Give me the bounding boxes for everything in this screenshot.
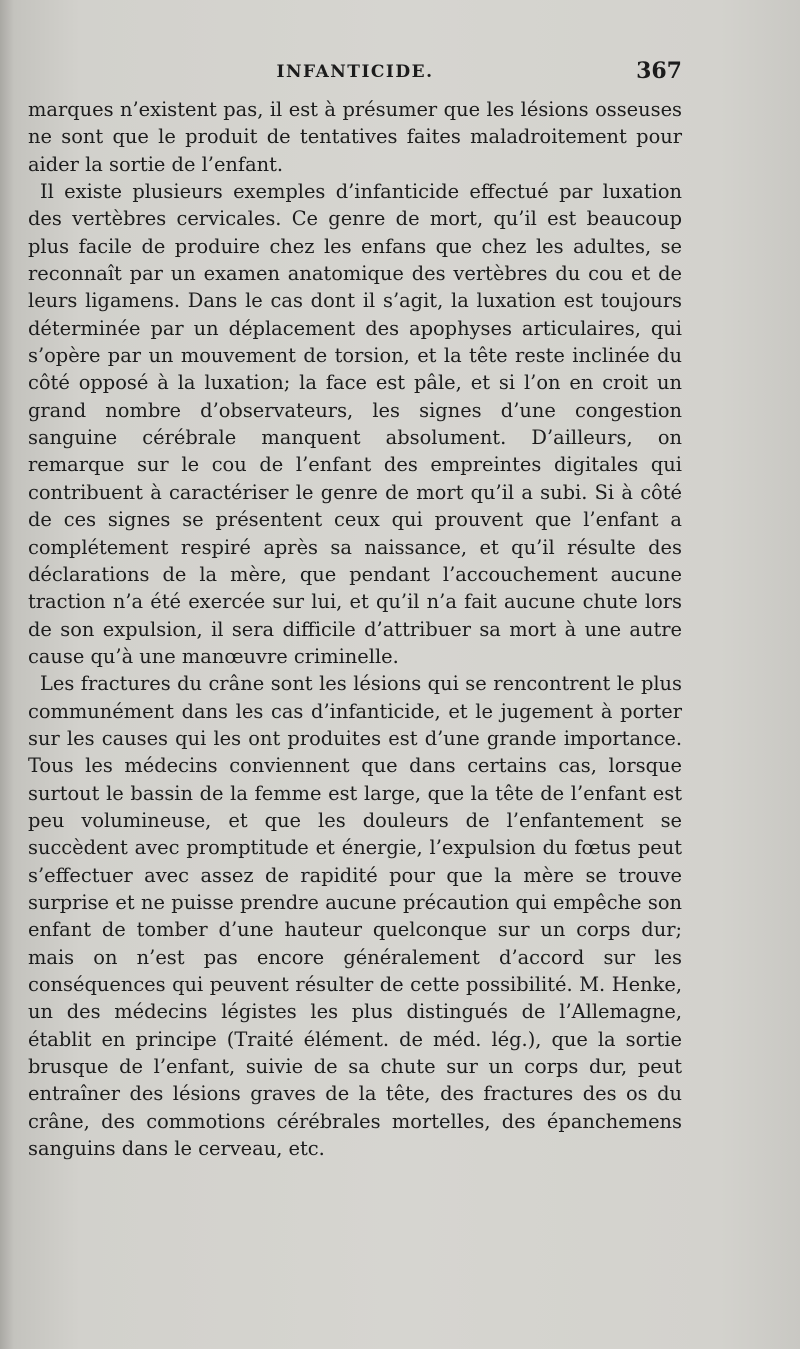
page-header bbox=[28, 58, 682, 94]
paragraph-2: Il existe plusieurs exemples d’infanticide effectué par luxation des vertèbres cervicales. Ce genre de mort, qu’il est beaucoup plus facile de produire chez les enfans que chez les adultes, se reconnaît par un examen anatomique des vertèbres du cou et de leurs ligamens. Dans le cas dont il s’agit, la luxation est toujours déterminée par un déplacement des apophyses articulaires, qui s’opère par un mouvement de torsion, et la tête reste inclinée du côté opposé à la luxation; la face est pâle, et si l’on en croit un grand nombre d’observateurs, les signes d’une congestion sanguine cérébrale manquent absolument. D’ailleurs, on remarque sur le cou de l’enfant des empreintes digitales qui contribuent à caractériser le genre de mort qu’il a subi. Si à côté de ces signes se présentent ceux qui prouvent que l’enfant a complétement respiré après sa naissance, et qu’il résulte des déclarations de la mère, que pendant l’accouchement aucune traction n’a été exercée sur lui, et qu’il n’a fait aucune chute lors de son expulsion, il sera difficile d’attribuer sa mort à une autre cause qu’à une manœuvre criminelle. bbox=[28, 180, 682, 668]
paragraph-1: marques n’existent pas, il est à présumer que les lésions osseuses ne sont que le produit de tentatives faites maladroitement pour aider la sortie de l’enfant. bbox=[28, 98, 682, 176]
paragraph-3: Les fractures du crâne sont les lésions qui se rencontrent le plus communément dans les cas d’infanticide, et le jugement à porter sur les causes qui les ont produites est d’une grande importance. Tous les médecins conviennent que dans certains cas, lorsque surtout le bassin de la femme est large, que la tête de l’enfant est peu volumineuse, et que les douleurs de l’enfantement se succèdent avec promptitude et énergie, l’expulsion du fœtus peut s’effectuer avec assez de rapidité pour que la mère se trouve surprise et ne puisse prendre aucune précaution qui empêche son enfant de tomber d’une hauteur quelconque sur un corps dur; mais on n’est pas encore généralement d’accord sur les conséquences qui peuvent résulter de cette possibilité. M. Henke, un des médecins légistes les plus distingués de l’Allemagne, établit en principe (Traité élément. de méd. lég.), que la sortie brusque de l’enfant, suivie de sa chute sur un corps dur, peut entraîner des lésions graves de la tête, des fractures des os du crâne, des commotions cérébrales mortelles, des épanchemens sanguins dans le cerveau, etc. bbox=[28, 672, 682, 1161]
body-text bbox=[28, 96, 682, 1162]
page-number: 367 bbox=[636, 58, 682, 84]
running-title: INFANTICIDE. bbox=[276, 62, 434, 82]
